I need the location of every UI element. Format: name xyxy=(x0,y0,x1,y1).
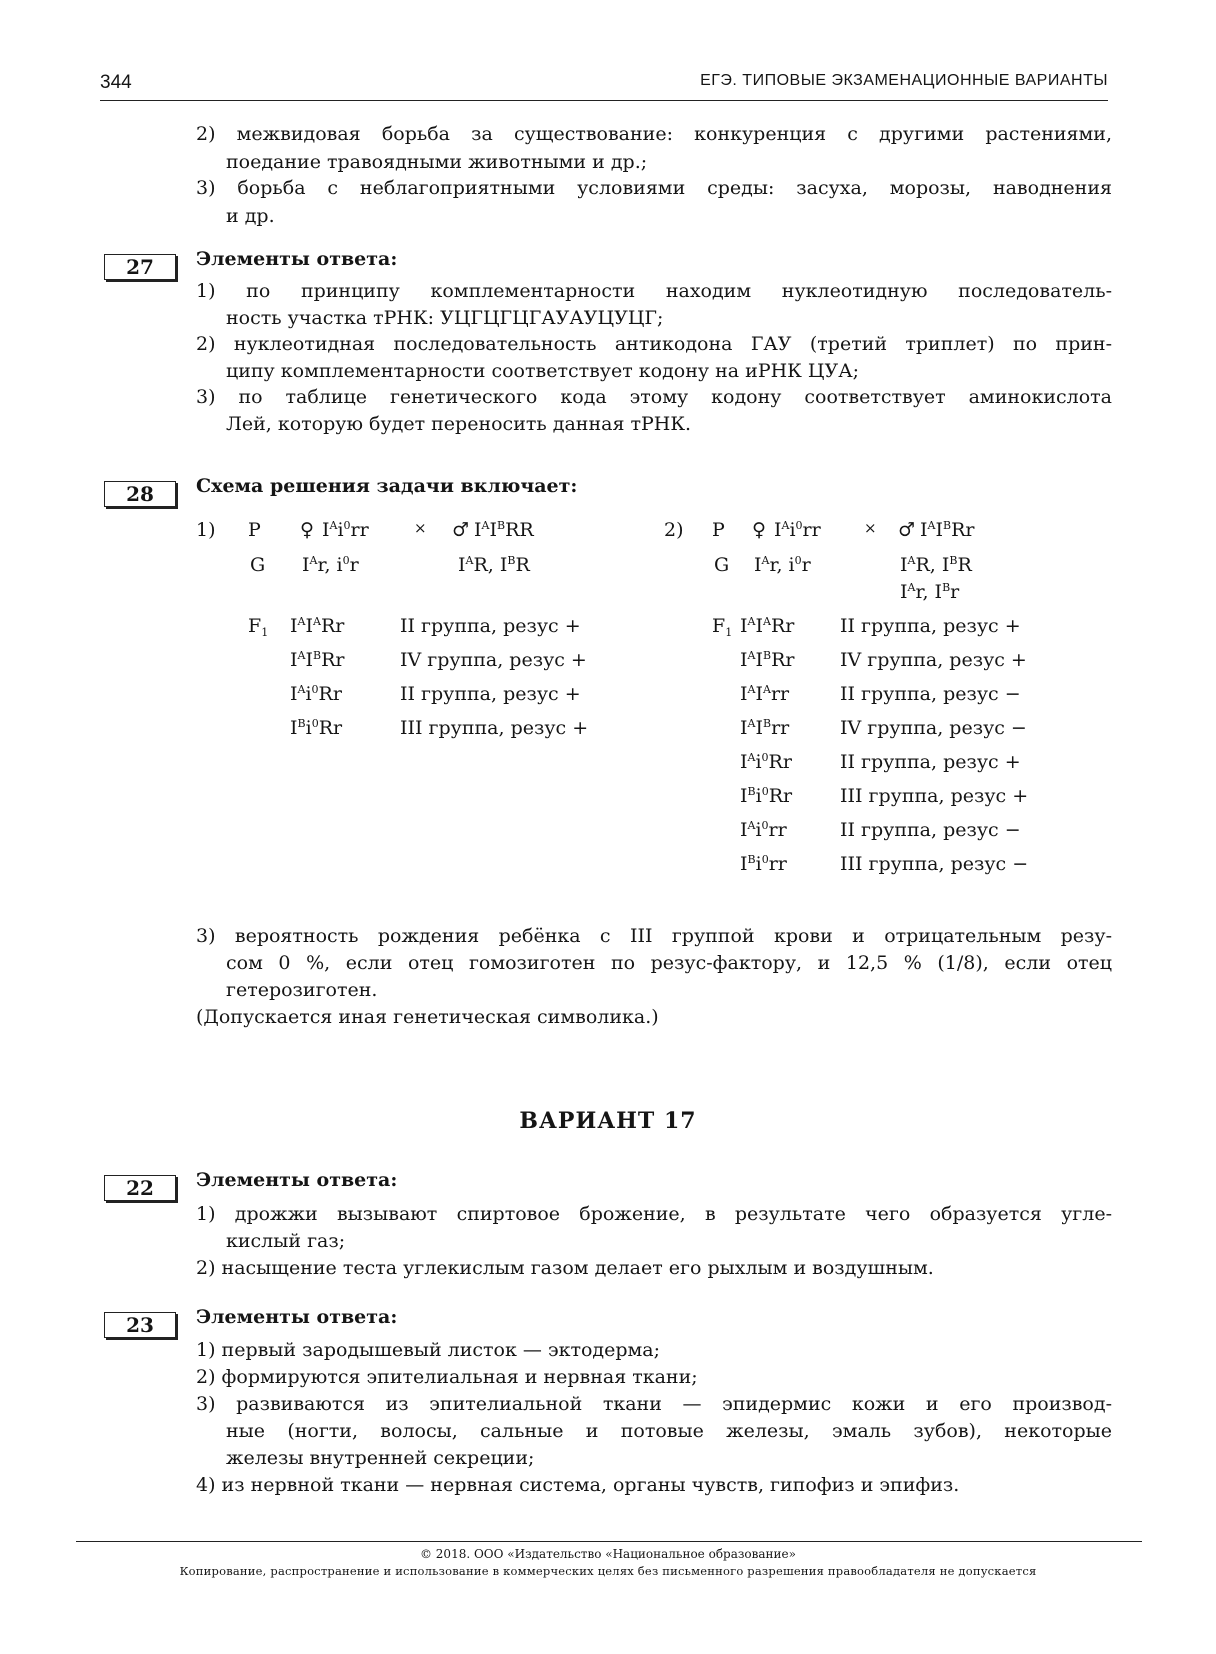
mother-genotype: $I^Ai^0rr$ xyxy=(774,519,821,541)
task-number-box: 23 xyxy=(104,1312,176,1338)
offspring-phenotype: IV группа, резус + xyxy=(840,649,1027,671)
offspring-phenotype: II группа, резус + xyxy=(400,683,581,705)
mother-genotype: $I^Ai^0rr$ xyxy=(322,519,369,541)
offspring-phenotype: II группа, резус + xyxy=(400,615,581,637)
father-gametes: $I^AR$, $I^BR$ xyxy=(458,554,530,576)
father-gametes: $I^AR$, $I^BR$ xyxy=(900,554,972,576)
offspring-genotype: $I^Ai^0Rr$ xyxy=(290,683,342,705)
offspring-genotype: $I^Bi^0Rr$ xyxy=(290,717,343,739)
gametes-label: G xyxy=(714,554,730,576)
offspring-phenotype: III группа, резус + xyxy=(400,717,589,739)
offspring-phenotype: II группа, резус − xyxy=(840,683,1021,705)
offspring-phenotype: II группа, резус + xyxy=(840,615,1021,637)
page-number: 344 xyxy=(100,72,132,93)
offspring-phenotype: II группа, резус + xyxy=(840,751,1021,773)
text-line: 2) нуклеотидная последовательность антикодона ГАУ (третий триплет) по прин- xyxy=(196,333,1112,355)
parents-label: P xyxy=(248,519,261,541)
father-gametes: $I^Ar$, $I^Br$ xyxy=(900,581,960,603)
text-line: 1) первый зародышевый листок — эктодерма; xyxy=(196,1339,661,1361)
scheme-number: 2) xyxy=(664,519,684,541)
offspring-phenotype: IV группа, резус − xyxy=(840,717,1027,739)
text-line: 2) межвидовая борьба за существование: конкуренция с другими растениями, xyxy=(196,123,1112,145)
text-line: и др. xyxy=(226,205,275,227)
answer-heading: Схема решения задачи включает: xyxy=(196,475,578,497)
offspring-phenotype: III группа, резус − xyxy=(840,853,1029,875)
footer-rule xyxy=(76,1541,1142,1542)
text-line: 3) по таблице генетического кода этому кодону соответствует аминокислота xyxy=(196,386,1112,408)
text-line: Лей, которую будет переносить данная тРНК. xyxy=(226,413,692,435)
offspring-genotype: $I^AI^Arr$ xyxy=(740,683,790,705)
text-line: кислый газ; xyxy=(226,1230,346,1252)
text-line: сом 0 %, если отец гомозиготен по резус-фактору, и 12,5 % (1/8), если отец xyxy=(226,952,1112,974)
answer-heading: Элементы ответа: xyxy=(196,1306,398,1328)
offspring-genotype: $I^AI^Brr$ xyxy=(740,717,790,739)
mother-gametes: $I^Ar$, $i^0r$ xyxy=(754,554,811,576)
mother-gametes: $I^Ar$, $i^0r$ xyxy=(302,554,359,576)
header-rule xyxy=(100,100,1108,101)
father-genotype: $I^AI^BRR$ xyxy=(474,519,534,541)
task-number-box: 22 xyxy=(104,1175,176,1201)
task-number-box: 28 xyxy=(104,481,176,507)
text-line: поедание травоядными животными и др.; xyxy=(226,151,648,173)
cross-symbol: × xyxy=(414,519,427,537)
offspring-phenotype: II группа, резус − xyxy=(840,819,1021,841)
text-line: ные (ногти, волосы, сальные и потовые железы, эмаль зубов), некоторые xyxy=(226,1420,1112,1442)
offspring-label: $F_1$ xyxy=(712,615,733,639)
text-line: 3) борьба с неблагоприятными условиями среды: засуха, морозы, наводнения xyxy=(196,177,1112,199)
text-line: 3) развиваются из эпителиальной ткани — эпидермис кожи и его производ- xyxy=(196,1393,1112,1415)
offspring-phenotype: IV группа, резус + xyxy=(400,649,587,671)
offspring-genotype: $I^Ai^0rr$ xyxy=(740,819,787,841)
text-line: 1) по принципу комплементарности находим нуклеотидную последователь- xyxy=(196,280,1112,302)
text-line: железы внутренней секреции; xyxy=(226,1447,535,1469)
text-line: 2) формируются эпителиальная и нервная ткани; xyxy=(196,1366,698,1388)
text-line: 2) насыщение теста углекислым газом делает его рыхлым и воздушным. xyxy=(196,1257,934,1279)
text-line: 3) вероятность рождения ребёнка с III группой крови и отрицательным резу- xyxy=(196,925,1112,947)
offspring-genotype: $I^Ai^0Rr$ xyxy=(740,751,792,773)
male-symbol: ♂ xyxy=(898,519,916,541)
offspring-genotype: $I^AI^BRr$ xyxy=(740,649,795,671)
text-line: гетерозиготен. xyxy=(226,979,378,1001)
male-symbol: ♂ xyxy=(452,519,470,541)
text-line: ность участка тРНК: УЦГЦГЦГАУАУЦУЦГ; xyxy=(226,307,664,329)
father-genotype: $I^AI^BRr$ xyxy=(920,519,975,541)
offspring-genotype: $I^Bi^0rr$ xyxy=(740,853,787,875)
offspring-genotype: $I^Bi^0Rr$ xyxy=(740,785,793,807)
footer-copyright: © 2018. ООО «Издательство «Национальное образование» xyxy=(419,1547,796,1561)
parents-label: P xyxy=(712,519,725,541)
scheme-number: 1) xyxy=(196,519,216,541)
text-line: 4) из нервной ткани — нервная система, органы чувств, гипофиз и эпифиз. xyxy=(196,1474,960,1496)
answer-heading: Элементы ответа: xyxy=(196,248,398,270)
gametes-label: G xyxy=(250,554,266,576)
offspring-genotype: $I^AI^BRr$ xyxy=(290,649,345,671)
offspring-genotype: $I^AI^ARr$ xyxy=(290,615,345,637)
task-number-box: 27 xyxy=(104,254,176,280)
female-symbol: ♀ xyxy=(752,519,766,541)
offspring-label: $F_1$ xyxy=(248,615,269,639)
offspring-genotype: $I^AI^ARr$ xyxy=(740,615,795,637)
text-line: ципу комплементарности соответствует кодону на иРНК ЦУА; xyxy=(226,360,860,382)
answer-heading: Элементы ответа: xyxy=(196,1169,398,1191)
running-title: ЕГЭ. ТИПОВЫЕ ЭКЗАМЕНАЦИОННЫЕ ВАРИАНТЫ xyxy=(700,72,1108,89)
female-symbol: ♀ xyxy=(300,519,314,541)
cross-symbol: × xyxy=(864,519,877,537)
variant-title: ВАРИАНТ 17 xyxy=(519,1108,697,1134)
offspring-phenotype: III группа, резус + xyxy=(840,785,1029,807)
text-line: 1) дрожжи вызывают спиртовое брожение, в результате чего образуется угле- xyxy=(196,1203,1112,1225)
footer-notice: Копирование, распространение и использование в коммерческих целях без письменного разрешения правообладателя не допускается xyxy=(179,1564,1037,1578)
note: (Допускается иная генетическая символика.) xyxy=(196,1006,659,1028)
